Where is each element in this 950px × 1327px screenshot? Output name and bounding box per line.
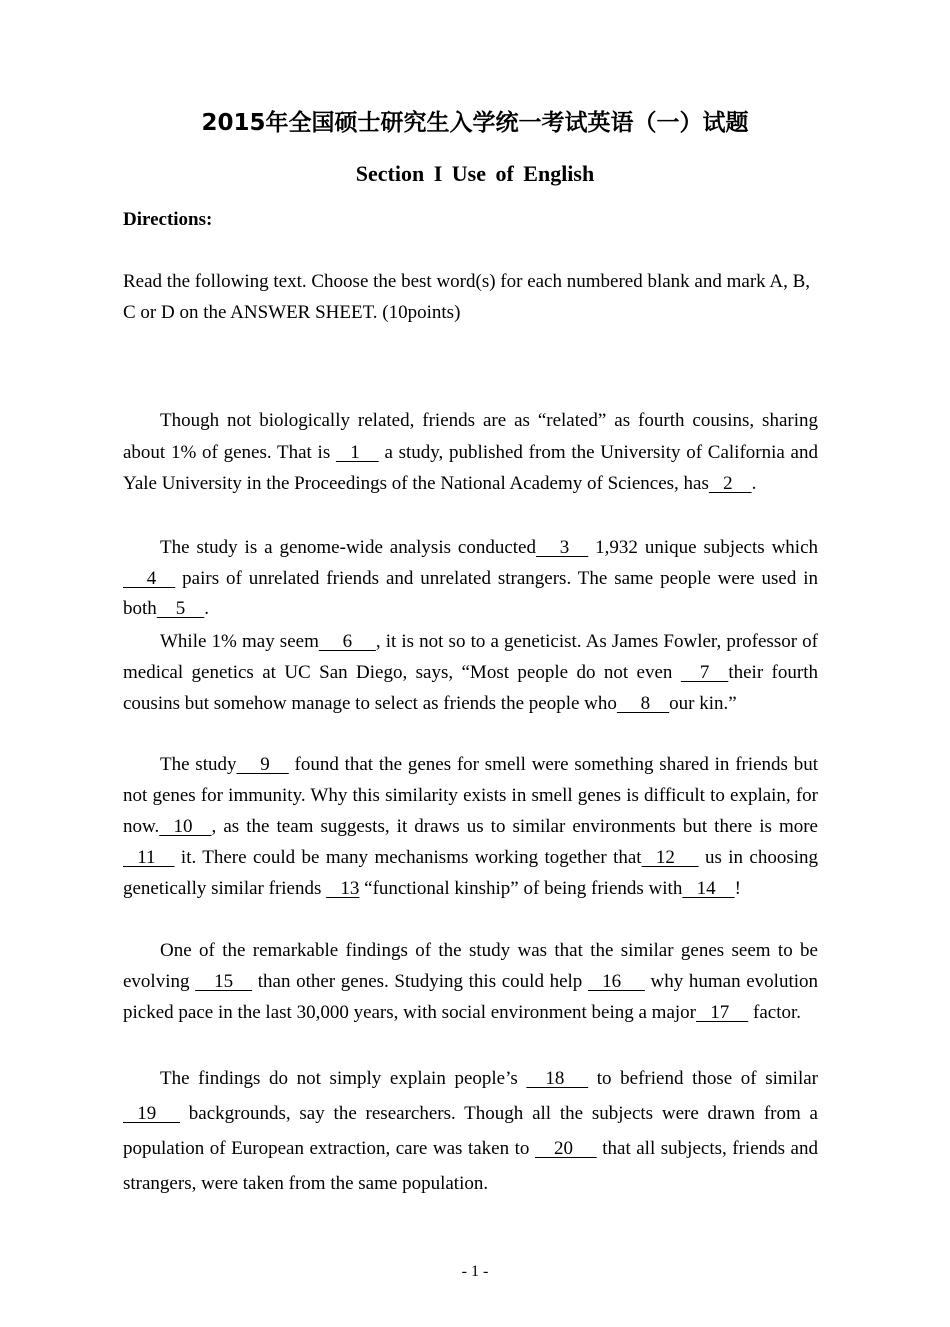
p5-text-2: than other genes. Studying this could help <box>252 971 588 992</box>
p1-text-3: . <box>751 473 757 494</box>
p5-text-1: One of the remarkable findings of the study was that the similar genes seem to be evolving <box>123 940 818 992</box>
p2-text-4: . <box>204 598 210 619</box>
section-heading: Section I Use of English <box>355 161 595 186</box>
blank-2: 2 <box>708 473 752 494</box>
blank-15: 15 <box>195 971 253 992</box>
p4-text-6: “functional kinship” of being friends with <box>359 878 683 899</box>
passage-paragraph-1 <box>123 405 818 500</box>
p6-text-2: to befriend those of similar <box>588 1068 819 1089</box>
blank-19: 19 <box>123 1103 180 1124</box>
p3-text-2: , it is not so to a geneticist. As James Fowler, professor of medical genetics at UC San Diego, says, “Most people do not even <box>123 631 818 683</box>
directions-label: Directions: <box>123 209 213 230</box>
p4-text-5: us in choosing genetically similar friends <box>123 847 818 899</box>
passage-paragraph-6 <box>123 1061 818 1201</box>
page-title: 2015年全国硕士研究生入学统一考试英语（一）试题 <box>201 110 749 136</box>
passage-paragraph-4 <box>123 749 818 904</box>
blank-17: 17 <box>696 1002 749 1023</box>
blank-18: 18 <box>526 1068 589 1089</box>
blank-20: 20 <box>534 1138 597 1159</box>
p3-text-1: While 1% may seem <box>160 631 319 652</box>
p4-text-2: found that the genes for smell were something shared in friends but not genes for immunity. Why this similarity exists in smell genes is difficult to explain, for now. <box>123 754 818 837</box>
blank-5: 5 <box>156 598 205 619</box>
p2-text-3: pairs of unrelated friends and unrelated strangers. The same people were used in both <box>123 567 818 619</box>
p2-text-2: 1,932 unique subjects which <box>588 537 819 558</box>
blank-9: 9 <box>236 754 289 775</box>
blank-7: 7 <box>680 662 729 683</box>
blank-6: 6 <box>318 631 376 652</box>
p6-text-4: that all subjects, friends and strangers, were taken from the same population. <box>123 1138 818 1194</box>
blank-12: 12 <box>641 847 699 868</box>
directions-text: Read the following text. Choose the best word(s) for each numbered blank and mark A, B, C or D on the ANSWER SHEET. (10points) <box>123 271 810 323</box>
blank-11: 11 <box>123 847 175 868</box>
blank-13: 13 <box>326 878 360 899</box>
p3-text-3: their fourth cousins but somehow manage to select as friends the people who <box>123 662 818 714</box>
p4-text-7: ! <box>734 878 741 899</box>
p5-text-3: why human evolution picked pace in the last 30,000 years, with social environment being a major <box>123 971 819 1023</box>
passage-paragraph-3 <box>123 626 818 719</box>
passage-paragraph-5 <box>123 935 818 1028</box>
blank-10: 10 <box>159 816 212 837</box>
blank-3: 3 <box>536 537 589 558</box>
blank-14: 14 <box>682 878 735 899</box>
p2-text-1: The study is a genome-wide analysis conducted <box>160 537 536 558</box>
p6-text-1: The findings do not simply explain people’s <box>160 1068 527 1089</box>
page-number: - 1 - <box>461 1263 489 1280</box>
blank-1: 1 <box>335 441 379 463</box>
p4-text-3: , as the team suggests, it draws us to similar environments but there is more <box>211 816 818 837</box>
passage-paragraph-2 <box>123 533 818 625</box>
p4-text-1: The study <box>160 754 237 775</box>
p3-text-4: our kin.” <box>669 693 737 714</box>
p1-text-2: a study, published from the University of California and Yale University in the Proceedings of the National Academy of Sciences, has <box>123 441 818 494</box>
blank-16: 16 <box>587 971 645 992</box>
p1-text-1: Though not biologically related, friends are as “related” as fourth cousins, sharing about 1% of genes. That is <box>123 410 818 463</box>
blank-4: 4 <box>123 567 176 589</box>
blank-8: 8 <box>616 693 670 714</box>
p5-text-4: factor. <box>748 1002 802 1023</box>
p6-text-3: backgrounds, say the researchers. Though all the subjects were drawn from a population of European extraction, care was taken to <box>123 1103 818 1159</box>
p4-text-4: it. There could be many mechanisms working together that <box>174 847 642 868</box>
